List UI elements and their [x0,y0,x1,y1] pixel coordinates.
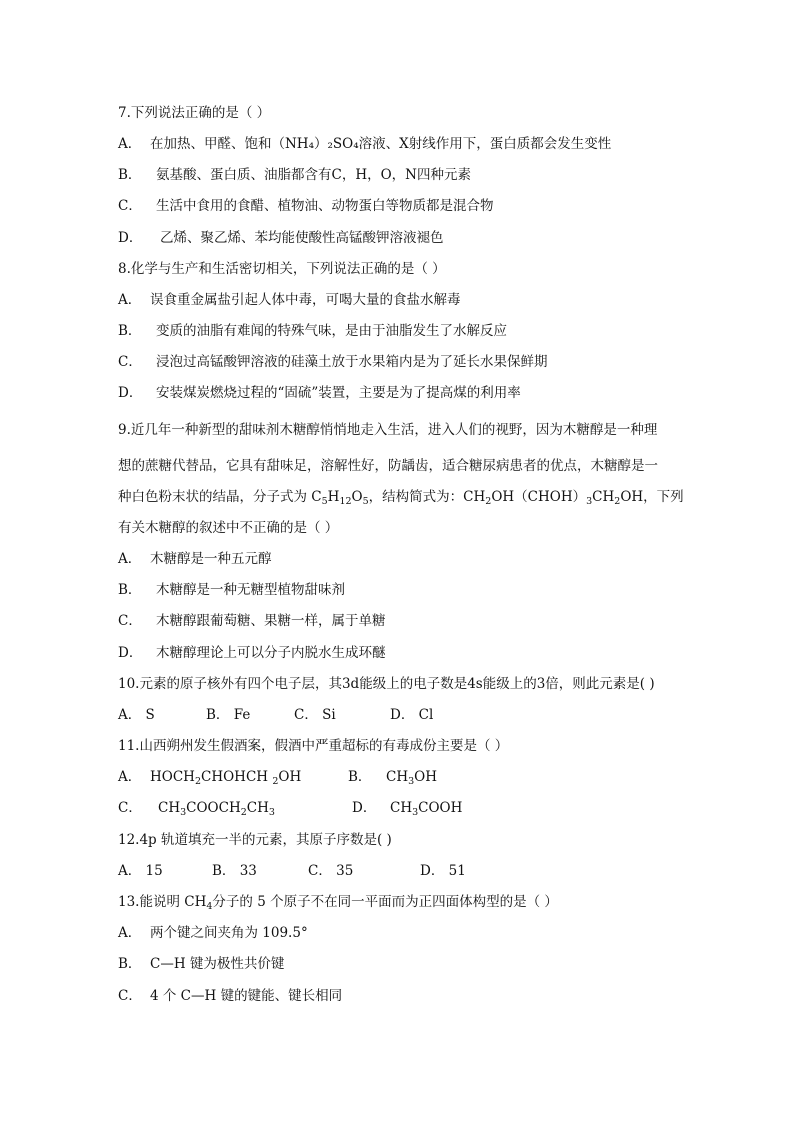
question-13-option-a [118,924,308,942]
option-text: 误食重金属盐引起人体中毒，可喝大量的食盐水解毒 [150,292,461,308]
question-9-option-a [118,550,272,568]
question-13-option-c [118,987,342,1005]
text-run: CHOHCH [201,769,273,785]
option-label: C． [118,800,142,816]
option-text: C—H 键为极性共价键 [150,956,285,972]
option-text: 在加热、甲醛、饱和（NH₄）₂SO₄溶液、X射线作用下，蛋白质都会发生变性 [150,136,612,152]
text-run: COOH [418,800,463,816]
subscript: 3 [412,807,419,818]
option-text: 变质的油脂有难闻的特殊气味，是由于油脂发生了水解反应 [156,323,507,339]
option-text: 两个键之间夹角为 109.5° [150,925,308,941]
option-label: A． [118,925,142,941]
question-7-stem: 7.下列说法正确的是（ ） [118,105,271,121]
option-text: 4 个 C—H 键的键能、键长相同 [150,988,343,1004]
subscript: 2 [485,496,492,507]
text-run: OH [414,769,437,785]
text-run: CH [246,800,269,816]
question-9-option-d [118,644,386,662]
subscript: 5 [321,496,328,507]
question-11-option-b [348,768,437,786]
question-13-stem [118,893,558,911]
option-text: 木糖醇是一种无糖型植物甜味剂 [156,582,345,598]
question-10-option-b: B． Fe [206,707,251,723]
question-7-option-b [118,166,471,184]
option-text: 生活中食用的食醋、植物油、动物蛋白等物质都是混合物 [156,198,494,214]
subscript: 3 [586,496,593,507]
subscript: 3 [268,807,275,818]
question-11-stem: 11.山西朔州发生假酒案，假酒中严重超标的有毒成份主要是（ ） [118,738,509,754]
question-10-options [118,706,718,724]
text-run: O [351,489,363,505]
option-label: A． [118,292,142,308]
text-run: HOCH [150,769,195,785]
question-8-stem: 8.化学与生产和生活密切相关，下列说法正确的是（ ） [118,261,446,277]
option-label: D． [118,230,143,246]
question-10-stem: 10.元素的原子核外有四个电子层，其3d能级上的电子数是4s能级上的3倍，则此元素是( ) [118,676,655,692]
option-text: 木糖醇跟葡萄糖、果糖一样，属于单糖 [156,613,386,629]
option-label: C． [118,988,142,1004]
option-label: B． [118,956,142,972]
question-10-option-c: C． Si [294,707,336,723]
question-7-option-a [118,135,611,153]
question-11-option-d [352,799,462,817]
text-run: H [327,489,340,505]
option-label: D． [118,385,143,401]
text-run: OH（CHOH） [491,489,587,505]
text-run: CH [592,489,615,505]
option-label: B． [118,323,142,339]
option-label: B． [118,582,142,598]
option-label: D． [118,645,143,661]
text-run: OH，下列 [620,489,684,505]
option-label: B． [348,769,372,785]
question-8-option-d [118,384,521,402]
question-9-option-c [118,612,386,630]
question-12-stem: 12.4p 轨道填充一半的元素，其原子序数是( ) [118,832,392,848]
option-label: C． [118,354,142,370]
subscript: 2 [614,496,621,507]
text-run: ，结构简式为：CH [368,489,486,505]
text-run: CH [390,800,413,816]
subscript: 3 [180,807,187,818]
question-12-option-b: B． 33 [212,863,257,879]
text-run: OH [278,769,302,785]
question-9-stem-line-2: 想的蔗糖代替品，它具有甜味足，溶解性好，防龋齿，适合糖尿病患者的优点，木糖醇是一 [118,458,658,474]
option-text: 安装煤炭燃烧过程的“固硫”装置，主要是为了提高煤的利用率 [156,385,521,401]
option-label: C． [118,613,142,629]
question-11-option-c [118,799,275,817]
question-13-option-b [118,955,284,973]
option-text: 木糖醇是一种五元醇 [150,551,272,567]
question-10-option-d: D． Cl [390,707,434,723]
question-8-option-a [118,291,461,309]
text-run: 13.能说明 CH [118,894,207,910]
question-12-option-c: C． 35 [308,863,354,879]
option-text: 木糖醇理论上可以分子内脱水生成环醚 [156,645,386,661]
question-9-option-b [118,581,345,599]
subscript: 2 [240,807,247,818]
option-label: C． [118,198,142,214]
question-12-option-d: D． 51 [420,863,466,879]
question-9-stem-line-3 [118,488,684,506]
question-7-option-d [118,229,444,247]
question-9-stem-line-4: 有关木糖醇的叙述中不正确的是（ ） [118,520,339,536]
text-run: CH [386,769,409,785]
option-label: A． [118,136,142,152]
subscript: 12 [339,496,352,507]
option-label: B． [118,167,142,183]
option-text: 浸泡过高锰酸钾溶液的硅藻土放于水果箱内是为了延长水果保鲜期 [156,354,548,370]
question-8-option-c [118,353,548,371]
subscript: 2 [194,776,201,787]
question-9-stem-line-1: 9.近几年一种新型的甜味剂木糖醇悄悄地走入生活，进入人们的视野，因为木糖醇是一种理 [118,422,658,438]
option-label: D． [352,800,377,816]
subscript: 3 [408,776,415,787]
subscript: 2 [272,776,279,787]
subscript: 4 [206,901,213,912]
option-text: 氨基酸、蛋白质、油脂都含有C，H，O，N四种元素 [156,167,471,183]
option-text: 乙烯、聚乙烯、苯均能使酸性高锰酸钾溶液褪色 [160,230,444,246]
text-run: 种白色粉末状的结晶，分子式为 C [118,489,322,505]
question-7-option-c [118,197,494,215]
subscript: 5 [362,496,369,507]
question-11-option-a [118,768,301,786]
question-11-options-cd [118,799,718,817]
question-10-option-a: A． S [118,707,155,723]
text-run: CH [158,800,181,816]
text-run: COOCH [186,800,241,816]
question-12-option-a: A． 15 [118,863,163,879]
text-run: 分子的 5 个原子不在同一平面而为正四面体构型的是（ ） [212,894,558,910]
option-label: A． [118,551,142,567]
question-12-options [118,862,718,880]
question-8-option-b [118,322,507,340]
option-label: A． [118,769,142,785]
question-11-options-ab [118,768,718,786]
